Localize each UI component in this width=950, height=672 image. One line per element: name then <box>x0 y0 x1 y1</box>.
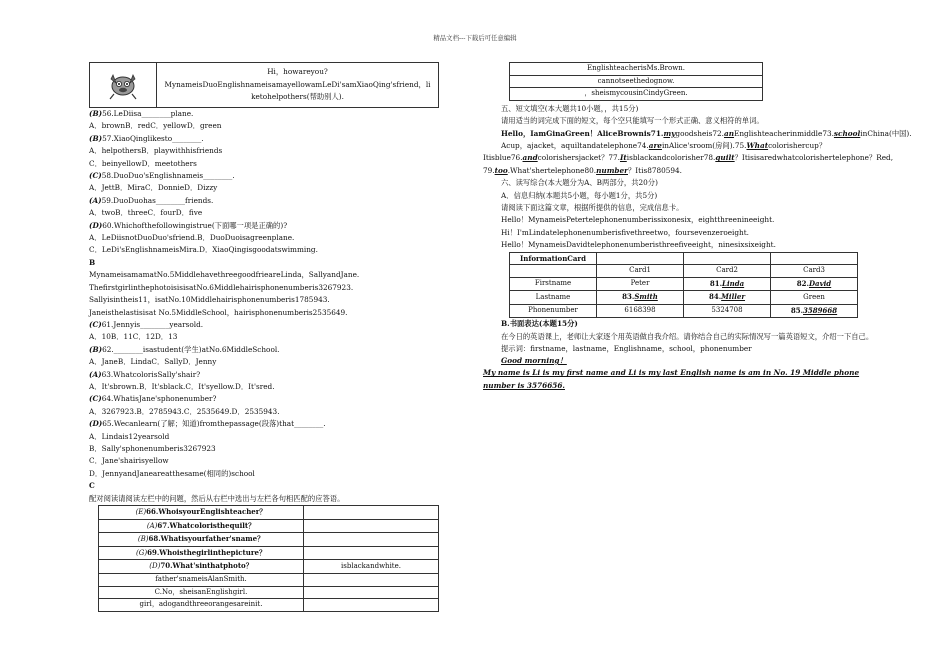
info-card-cell <box>684 291 771 305</box>
reading-a-questions <box>89 108 439 257</box>
cloze-answer: What <box>746 141 769 150</box>
question-text: A．Lindais12yearsold <box>89 431 170 441</box>
info-card-row <box>510 291 858 305</box>
question-text: A．JaneB．LindaC．SallyD．Jenny <box>89 357 217 367</box>
matching-left-text: girl，adogandthreeorangesareinit. <box>139 600 263 609</box>
question-line <box>89 133 439 145</box>
matching-row <box>99 560 439 574</box>
info-card-value: Green <box>803 292 825 301</box>
section-c-instructions: 配对阅读请阅读左栏中的问题，然后从右栏中选出与左栏各句相匹配的应答语。 <box>89 493 345 503</box>
answer-letter: (A) <box>89 369 102 379</box>
question-line <box>89 244 439 256</box>
cloze-answer: quilt <box>715 153 735 163</box>
matching-left-text: father'snameisAlanSmith. <box>155 574 247 583</box>
matching-right-cell <box>304 546 439 560</box>
matching-right-cell: isblackandwhite. <box>304 560 439 574</box>
answer-letter: (D) <box>89 419 103 429</box>
cloze-answer: number <box>596 165 628 175</box>
answer-letter: (E) <box>135 508 147 516</box>
continued-row <box>510 88 763 101</box>
cloze-answer: are <box>648 141 662 150</box>
cloze-text: ？Itisisaredwhatcolorishertelephone？Red, <box>734 153 894 163</box>
cloze-line-4 <box>483 165 878 177</box>
question-line <box>89 331 439 343</box>
matching-left-text: 66.WhoisyourEnglishteacher？ <box>146 507 267 516</box>
cloze-answer: my <box>663 128 676 138</box>
intro-line: ketohelpothers(帮助别人). <box>251 92 344 102</box>
left-column <box>89 62 439 612</box>
info-card-answer: 3589668 <box>803 305 838 315</box>
cloze-text: goodsheis72. <box>675 128 724 138</box>
cloze-line-2 <box>501 140 878 152</box>
passage-line: ThefirstgirlinthephotoisisisatNo.6Middlehairisphonenumberis3267923. <box>89 282 354 292</box>
info-card-cell <box>771 291 858 305</box>
info-card-title-row <box>510 252 858 265</box>
question-text: A．3267923.B．2785943.C．2535649.D．2535943. <box>89 406 280 416</box>
section-c-title: C <box>89 481 95 491</box>
continued-row <box>510 63 763 76</box>
question-text: C．Jane'shairisyellow <box>89 456 169 466</box>
continued-row <box>510 75 763 88</box>
question-line <box>89 158 439 170</box>
question-line <box>89 319 439 331</box>
cloze-text: .What'shertelephone80. <box>507 165 597 175</box>
matching-left-text: 68.Whatisyourfather'sname？ <box>148 534 265 544</box>
question-text: A．10B．11C．12D．13 <box>89 332 178 342</box>
passage-line: Janeisthelastisisat No.5MiddleSchool，hairisphonenumberis2535649. <box>89 307 348 317</box>
info-passage-line: Hello！MynameisPetertelephonenumberissixonesix，eightthreenineeight. <box>501 215 775 225</box>
info-card-cell <box>684 277 771 291</box>
essay-body: My name is Li is my first name and Li is my last English name is am in No. 19 Middle phone number is 3576656. <box>483 368 860 390</box>
matching-row <box>99 506 439 520</box>
question-text: A．LeDiisnotDuoDuo'sfriend.B．DuoDuoisagreenplane. <box>89 233 295 243</box>
info-card-cell <box>771 304 858 318</box>
cloze-text: inChina(中国). <box>860 128 912 138</box>
matching-table <box>98 505 439 612</box>
character-picture <box>90 63 157 108</box>
question-text: D．JennyandJaneareatthesame(相同的)school <box>89 468 255 478</box>
intro-text <box>157 63 439 108</box>
question-line <box>89 369 439 381</box>
matching-row <box>99 533 439 547</box>
matching-right-cell <box>304 599 439 612</box>
question-line <box>89 182 439 194</box>
question-line <box>89 220 439 232</box>
answer-letter: (B) <box>89 109 103 118</box>
info-card-header-row <box>510 265 858 278</box>
info-card-answer: Linda <box>722 278 745 288</box>
info-card-value: 5324708 <box>711 306 743 315</box>
answer-letter: (A) <box>146 521 158 530</box>
section-5-title: 五、短文填空(本大题共10小题，，共15分) <box>501 103 639 113</box>
cloze-text: Itisblue76. <box>483 153 523 163</box>
passage-line: Sallyisintheis11，isatNo.10Middlehairisphonenumberis1785943. <box>89 295 330 305</box>
cloze-answer: school <box>833 128 861 138</box>
info-card-empty-cell <box>684 252 771 265</box>
answer-letter: (B) <box>89 133 103 143</box>
question-text: A．twoB．threeC．fourD．five <box>89 208 203 218</box>
cloze-text: 79. <box>483 165 495 175</box>
question-line <box>89 468 439 480</box>
question-number: 83. <box>622 292 635 302</box>
question-text: 64.WhatisJane'sphonenumber? <box>101 394 217 404</box>
info-passage-line: Hi！I'mLindatelephonenumberisfivethreetwo，foursevenzeroeight. <box>501 227 749 237</box>
section-6b-instructions: 在今日的英语课上，老师让大家逐个用英语做自我介绍。请你结合自己的实际情况写一篇英语短文，介绍一下自己。 <box>501 331 874 341</box>
intro-line: Hi，howareyou? <box>267 67 328 77</box>
info-card-row <box>510 304 858 318</box>
reading-b-questions <box>89 319 439 480</box>
answer-letter: (A) <box>89 195 102 205</box>
info-card-empty-cell <box>771 252 858 265</box>
info-card-header: Card1 <box>597 265 684 278</box>
matching-left-text: 67.Whatcoloristhequilt？ <box>157 520 256 530</box>
matching-left-cell <box>99 599 304 612</box>
matching-row <box>99 573 439 586</box>
matching-left-cell <box>99 519 304 533</box>
question-line <box>89 120 439 132</box>
cloze-line-1 <box>501 128 912 140</box>
question-line <box>89 145 439 157</box>
continued-cell: cannotseethedognow. <box>510 75 763 88</box>
info-card-answer: Smith <box>634 292 658 302</box>
question-line <box>89 443 439 455</box>
matching-row <box>99 599 439 612</box>
matching-right-cell <box>304 586 439 599</box>
question-line <box>89 195 439 207</box>
cloze-text: colorishersjacket？77. <box>537 153 620 163</box>
section-6a-title: A．信息归纳(本题共5小题，每小题1分，共5分) <box>501 190 658 200</box>
section-6-title: 六、读写综合(本大题分为A、B两部分，共20分) <box>501 178 658 188</box>
intro-line: MynameisDuoEnglishnameisamayellowamLeDi'samXiaoQing'sfriend，li <box>164 79 431 89</box>
question-text: 63.WhatcolorisSally'shair? <box>101 369 201 379</box>
matching-left-cell <box>99 506 304 520</box>
question-line <box>89 108 439 120</box>
matching-row <box>99 519 439 533</box>
matching-left-cell <box>99 560 304 574</box>
question-line <box>89 170 439 182</box>
cloze-text: Acup，ajacket，aquiltandatelephone74. <box>501 141 649 150</box>
matching-left-cell <box>99 586 304 599</box>
cloze-text: inAlice'sroom(房间).75. <box>661 141 747 150</box>
section-6b-title: B.书面表达(本题15分) <box>501 319 578 329</box>
question-text: 61.Jennyis________yearsold. <box>101 319 204 329</box>
cartoon-plane-icon <box>106 67 140 101</box>
question-number: 84. <box>708 292 722 302</box>
cloze-text: ？Itis8780594. <box>628 165 683 175</box>
cloze-answer: and <box>522 153 538 163</box>
matching-left-text: 69.Whoisthegirlinthepicture？ <box>147 547 266 557</box>
info-card-row-label: Phonenumber <box>510 304 597 318</box>
essay-greeting <box>501 355 878 367</box>
question-line <box>89 418 439 430</box>
matching-row <box>99 586 439 599</box>
question-text: 57.XiaoQinglikesto________. <box>102 133 204 143</box>
info-card-row-label: Firstname <box>510 277 597 291</box>
question-text: 56.LeDiisa________plane. <box>102 109 194 118</box>
question-text: 58.DuoDuo'sEnglishnameis________. <box>101 171 235 181</box>
information-card-table <box>509 252 858 319</box>
question-text: A．brownB．redC．yellowD．green <box>89 121 222 131</box>
info-card-answer: David <box>808 278 832 288</box>
question-line <box>89 393 439 405</box>
section-6b-hint: 提示词：firstname，lastname，Englishname，school，phonenumber <box>501 343 752 353</box>
question-text: 62.________isastudent(学生)atNo.6MiddleSchool. <box>102 344 280 354</box>
question-text: A．It'sbrown.B．It'sblack.C．It'syellow.D．It'sred. <box>89 381 275 391</box>
info-card-header: Card3 <box>771 265 858 278</box>
matching-left-text: 70.What'sinthatphoto？ <box>160 561 253 571</box>
question-text: 60.Whichofthefollowingistrue(下面哪一项是正确的)? <box>102 220 288 230</box>
answer-letter: (B) <box>137 535 149 544</box>
question-text: B．Sally'sphonenumberis3267923 <box>89 443 216 453</box>
question-line <box>89 455 439 467</box>
answer-letter: (G) <box>136 548 148 557</box>
info-card-row <box>510 277 858 291</box>
question-text: A．helpothersB．playwithhisfriends <box>89 146 223 156</box>
cloze-line-3 <box>483 152 894 164</box>
matching-left-cell <box>99 533 304 547</box>
continued-cell: EnglishteacherisMs.Brown. <box>510 63 763 76</box>
continued-cell: ，sheismycousinCindyGreen. <box>510 88 763 101</box>
answer-letter: (D) <box>89 220 103 230</box>
info-card-title: InformationCard <box>510 252 597 265</box>
cloze-text: Hello，IamGinaGreen！AliceBrownis71. <box>501 128 664 138</box>
matching-left-cell <box>99 573 304 586</box>
question-line <box>89 381 439 393</box>
info-card-row-label: Lastname <box>510 291 597 305</box>
question-text: C．LeDi'sEnglishnameisMira.D．XiaoQingisgoodatswimming. <box>89 245 318 255</box>
question-line <box>89 431 439 443</box>
question-line <box>89 344 439 356</box>
info-card-empty-cell <box>510 265 597 278</box>
cloze-answer: It <box>619 153 627 163</box>
question-number: 81. <box>709 278 723 288</box>
info-card-cell <box>597 291 684 305</box>
info-passage-line: Hello！MynameisDavidtelephonenumberisthreefiveeight，ninesixsixeight. <box>501 240 776 250</box>
question-line <box>89 356 439 368</box>
section-5-instructions: 请用适当的词完成下面的短文，每个空只能填写一个形式正确、意义相符的单词。 <box>501 116 764 126</box>
matching-table-continued <box>509 62 763 101</box>
intro-table <box>89 62 439 108</box>
info-card-value: 6168398 <box>624 306 656 315</box>
matching-right-cell <box>304 519 439 533</box>
info-card-header: Card2 <box>684 265 771 278</box>
matching-right-cell <box>304 573 439 586</box>
info-card-empty-cell <box>597 252 684 265</box>
question-number: 85. <box>790 305 804 315</box>
info-card-cell <box>597 304 684 318</box>
question-line <box>89 406 439 418</box>
info-card-value: Peter <box>630 279 650 288</box>
passage-b <box>89 269 439 319</box>
question-line <box>89 207 439 219</box>
answer-letter: (C) <box>89 394 102 404</box>
info-card-cell <box>597 277 684 291</box>
matching-left-cell <box>99 546 304 560</box>
matching-row <box>99 546 439 560</box>
cloze-text: isblackandcolorisher78. <box>626 153 716 163</box>
matching-right-cell <box>304 506 439 520</box>
question-number: 82. <box>796 278 809 288</box>
question-text: 65.Wecanlearn(了解；知道)fromthepassage(段落)that________. <box>102 419 326 429</box>
question-line <box>89 232 439 244</box>
answer-letter: (B) <box>89 344 103 354</box>
question-text: 59.DuoDuohas________friends. <box>101 195 214 205</box>
matching-right-cell <box>304 533 439 547</box>
cloze-answer: an <box>723 128 735 138</box>
info-card-cell <box>771 277 858 291</box>
section-6a-instructions: 请阅读下面这篇文章，根据所提供的信息，完成信息卡。 <box>501 203 684 213</box>
passage-line: MynameisamamatNo.5MiddlehavethreegoodfrieareLinda，SallyandJane. <box>89 270 360 280</box>
essay-greeting-text: Good morning！ <box>501 355 567 365</box>
answer-letter: (C) <box>89 171 102 181</box>
cloze-text: Englishteacherinmiddle73. <box>734 128 834 138</box>
answer-letter: (C) <box>89 319 102 329</box>
page-header: 精品文档---下载后可任意编辑 <box>433 34 517 42</box>
cloze-text: colorishercup？ <box>768 141 827 150</box>
right-column <box>483 62 912 392</box>
matching-left-text: C.No，sheisanEnglishgirl. <box>154 587 248 596</box>
cloze-answer: too <box>494 165 508 175</box>
info-card-cell <box>684 304 771 318</box>
answer-letter: (D) <box>149 562 161 571</box>
info-card-answer: Miller <box>721 292 746 302</box>
question-text: C．beinyellowD．meetothers <box>89 158 197 168</box>
section-b-title: B <box>89 257 96 267</box>
question-text: A．JettB．MiraC．DonnieD．Dizzy <box>89 183 218 193</box>
